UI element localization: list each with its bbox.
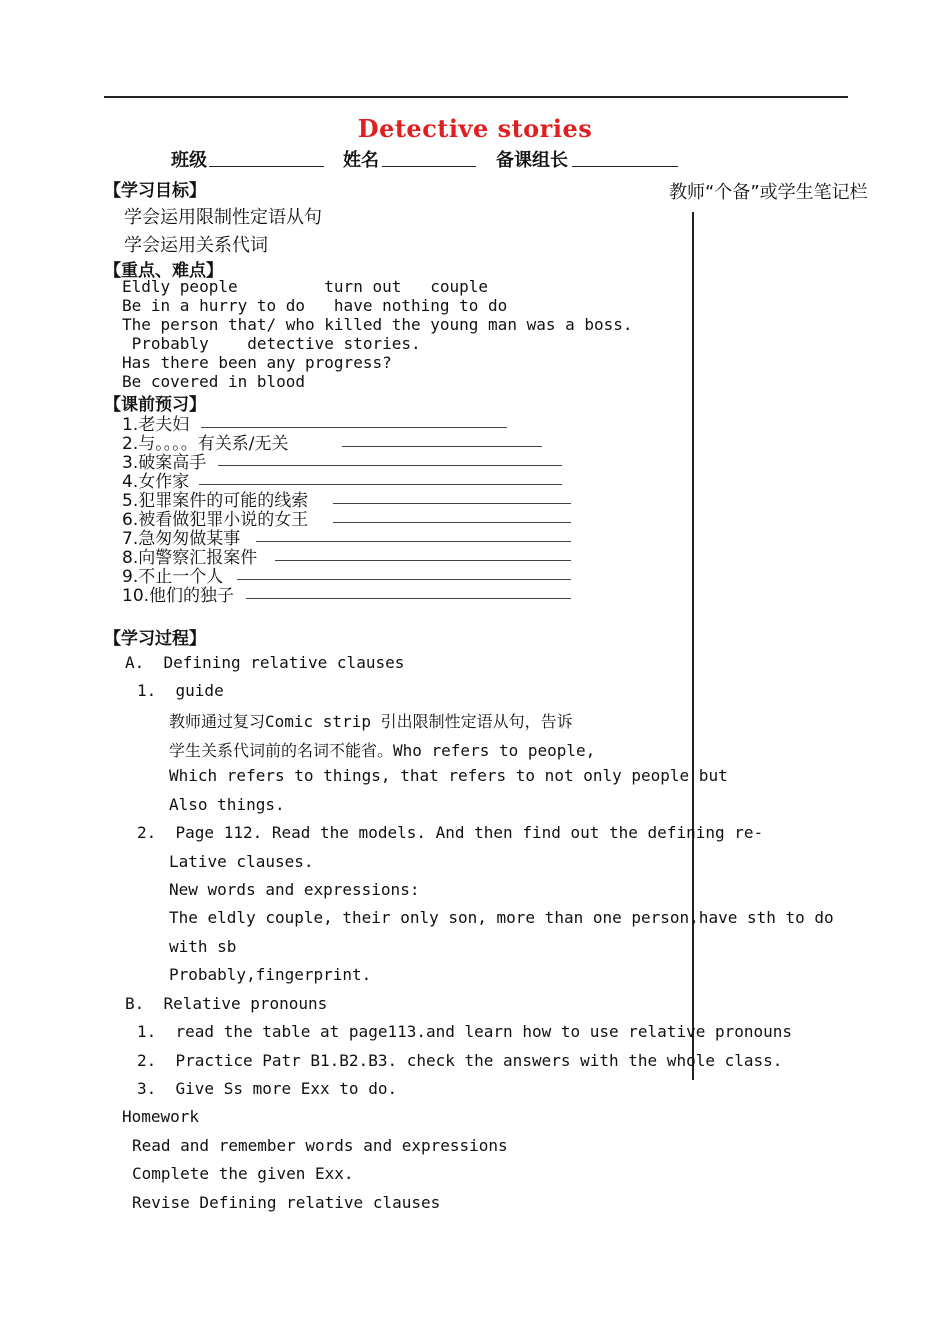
objectives-heading: 【学习目标】 bbox=[104, 181, 206, 201]
answer-line bbox=[218, 465, 562, 466]
answer-line bbox=[246, 598, 571, 599]
process-line: Probably,fingerprint. bbox=[169, 965, 372, 984]
notes-column-label: 教师“个备”或学生笔记栏 bbox=[669, 182, 868, 203]
group-leader-label: 备课组长 bbox=[496, 150, 568, 171]
process-line: 1. guide bbox=[137, 681, 224, 700]
preview-item: 7.急匆匆做某事 bbox=[122, 529, 241, 549]
process-line: Also things. bbox=[169, 795, 285, 814]
process-line: 2. Page 112. Read the models. And then find out the defining re- bbox=[137, 823, 764, 842]
key-points-heading: 【重点、难点】 bbox=[104, 261, 223, 281]
name-blank bbox=[382, 166, 476, 167]
answer-line bbox=[333, 503, 571, 504]
answer-line bbox=[342, 446, 542, 447]
preview-item: 1.老夫妇 bbox=[122, 415, 190, 435]
key-point-line: The person that/ who killed the young man was a boss. bbox=[122, 315, 633, 334]
document-title: Detective stories bbox=[357, 114, 593, 143]
process-line: B. Relative pronouns bbox=[125, 994, 328, 1013]
process-line: 教师通过复习Comic strip 引出限制性定语从句，告诉 bbox=[169, 712, 573, 731]
group-leader-blank bbox=[572, 166, 678, 167]
process-line: Lative clauses. bbox=[169, 852, 314, 871]
key-point-line: Has there been any progress? bbox=[122, 353, 392, 372]
preview-item: 3.破案高手 bbox=[122, 453, 207, 473]
preview-item: 10.他们的独子 bbox=[122, 586, 235, 606]
process-line: The eldly couple, their only son, more than one person,have sth to do bbox=[169, 908, 834, 927]
process-line: Which refers to things, that refers to not only people but bbox=[169, 766, 728, 785]
preview-item: 6.被看做犯罪小说的女王 bbox=[122, 510, 309, 530]
preview-item: 9.不止一个人 bbox=[122, 567, 224, 587]
answer-line bbox=[237, 579, 571, 580]
process-line: New words and expressions: bbox=[169, 880, 420, 899]
key-point-line: Be in a hurry to do have nothing to do bbox=[122, 296, 508, 315]
homework-line: Complete the given Exx. bbox=[132, 1164, 354, 1183]
class-label: 班级 bbox=[171, 150, 207, 171]
answer-line bbox=[201, 427, 507, 428]
process-line: 2. Practice Patr B1.B2.B3. check the answers with the whole class. bbox=[137, 1051, 783, 1070]
key-point-line: Eldly people turn out couple bbox=[122, 277, 489, 296]
key-point-line: Probably detective stories. bbox=[122, 334, 421, 353]
homework-line: Revise Defining relative clauses bbox=[132, 1193, 441, 1212]
preview-item: 4.女作家 bbox=[122, 472, 190, 492]
class-blank bbox=[209, 166, 324, 167]
top-rule bbox=[104, 96, 848, 98]
preview-heading: 【课前预习】 bbox=[104, 395, 206, 415]
preview-item: 2.与。。。。有关系/无关 bbox=[122, 434, 289, 454]
process-heading: 【学习过程】 bbox=[104, 629, 206, 649]
notes-divider bbox=[692, 212, 694, 1080]
preview-item: 5.犯罪案件的可能的线索 bbox=[122, 491, 309, 511]
key-point-line: Be covered in blood bbox=[122, 372, 306, 391]
homework-heading: Homework bbox=[122, 1107, 200, 1126]
process-line: 3. Give Ss more Exx to do. bbox=[137, 1079, 398, 1098]
answer-line bbox=[275, 560, 571, 561]
name-label: 姓名 bbox=[343, 150, 379, 171]
objective-item: 学会运用限制性定语从句 bbox=[124, 207, 322, 228]
process-line: 1. read the table at page113.and learn how to use relative pronouns bbox=[137, 1022, 793, 1041]
answer-line bbox=[333, 522, 571, 523]
preview-item: 8.向警察汇报案件 bbox=[122, 548, 258, 568]
homework-line: Read and remember words and expressions bbox=[132, 1136, 508, 1155]
answer-line bbox=[256, 541, 571, 542]
process-line: 学生关系代词前的名词不能省。Who refers to people, bbox=[169, 741, 596, 760]
process-line: with sb bbox=[169, 937, 237, 956]
process-line: A. Defining relative clauses bbox=[125, 653, 405, 672]
answer-line bbox=[199, 484, 562, 485]
objective-item: 学会运用关系代词 bbox=[124, 235, 268, 256]
